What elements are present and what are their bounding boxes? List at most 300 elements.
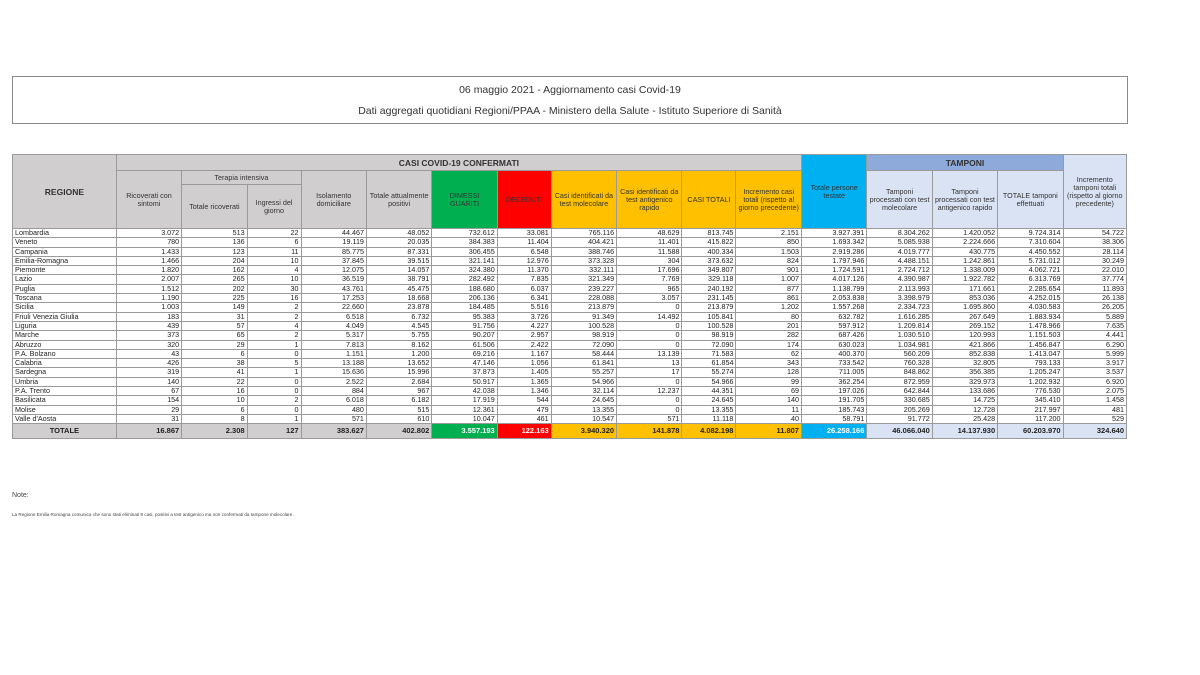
table-cell: 213.879 — [682, 303, 736, 312]
table-cell: 206.136 — [432, 294, 497, 303]
table-cell: 2.151 — [736, 229, 802, 238]
table-row — [13, 359, 1127, 368]
table-cell: 560.209 — [867, 349, 932, 358]
table-cell: 23.878 — [366, 303, 431, 312]
table-cell: 4 — [247, 266, 301, 275]
table-cell: 239.227 — [551, 284, 616, 293]
total-cell: 383.627 — [301, 424, 366, 439]
table-cell: 42.038 — [432, 387, 497, 396]
table-cell: 1.693.342 — [801, 238, 866, 247]
total-cell: 402.802 — [366, 424, 431, 439]
table-cell: 1.512 — [116, 284, 181, 293]
table-cell: 95.383 — [432, 312, 497, 321]
table-cell: 72.090 — [682, 340, 736, 349]
table-cell: 345.410 — [998, 396, 1063, 405]
table-cell: 515 — [366, 405, 431, 414]
table-cell: 32.114 — [551, 387, 616, 396]
table-cell: 332.111 — [551, 266, 616, 275]
table-cell: 191.705 — [801, 396, 866, 405]
table-cell: 2.684 — [366, 377, 431, 386]
table-cell: 13.188 — [301, 359, 366, 368]
table-cell: 123 — [182, 247, 247, 256]
table-cell: 117.200 — [998, 414, 1063, 423]
region-name: Lombardia — [13, 229, 117, 238]
table-cell: 91.349 — [551, 312, 616, 321]
table-cell: 44.467 — [301, 229, 366, 238]
header-persone-testate: Totale persone testate — [801, 155, 866, 229]
table-row — [13, 312, 1127, 321]
table-cell: 426 — [116, 359, 181, 368]
table-cell: 10 — [247, 256, 301, 265]
table-cell: 1.797.946 — [801, 256, 866, 265]
header-tamponi: TAMPONI — [867, 155, 1063, 171]
table-cell: 31 — [182, 312, 247, 321]
table-cell: 62 — [736, 349, 802, 358]
table-cell: 2.007 — [116, 275, 181, 284]
table-cell: 171.661 — [932, 284, 997, 293]
table-cell: 11.588 — [617, 247, 682, 256]
table-cell: 3.057 — [617, 294, 682, 303]
table-cell: 40 — [736, 414, 802, 423]
table-cell: 54.722 — [1063, 229, 1126, 238]
table-cell: 1.030.510 — [867, 331, 932, 340]
header-ti-ingressi: Ingressi del giorno — [247, 185, 301, 229]
table-cell: 1.338.009 — [932, 266, 997, 275]
table-cell: 513 — [182, 229, 247, 238]
table-cell: 6.920 — [1063, 377, 1126, 386]
total-cell: 127 — [247, 424, 301, 439]
table-cell: 188.680 — [432, 284, 497, 293]
table-cell: 55.274 — [682, 368, 736, 377]
table-cell: 362.254 — [801, 377, 866, 386]
table-cell: 149 — [182, 303, 247, 312]
table-cell: 10 — [247, 275, 301, 284]
table-cell: 2.334.723 — [867, 303, 932, 312]
table-cell: 37.845 — [301, 256, 366, 265]
note-label: Note: — [12, 492, 29, 499]
table-cell: 33.081 — [497, 229, 551, 238]
table-cell: 16 — [247, 294, 301, 303]
table-cell: 26.205 — [1063, 303, 1126, 312]
table-cell: 421.866 — [932, 340, 997, 349]
total-cell: 141.878 — [617, 424, 682, 439]
report-subtitle: Dati aggregati quotidiani Regioni/PPAA - Ministero della Salute - Istituto Superiore di Sanità — [358, 105, 782, 117]
table-cell: 6.018 — [301, 396, 366, 405]
table-cell: 11 — [247, 247, 301, 256]
table-cell: 1.695.860 — [932, 303, 997, 312]
table-cell: 69 — [736, 387, 802, 396]
header-deceduti: DECEDUTI — [497, 171, 551, 229]
table-cell: 197.026 — [801, 387, 866, 396]
table-cell: 6 — [247, 238, 301, 247]
table-cell: 2.224.666 — [932, 238, 997, 247]
table-cell: 32.805 — [932, 359, 997, 368]
table-cell: 4.390.987 — [867, 275, 932, 284]
header-attualmente-positivi: Totale attualmente positivi — [366, 171, 431, 229]
table-cell: 1.820 — [116, 266, 181, 275]
table-cell: 22 — [247, 229, 301, 238]
table-cell: 329.973 — [932, 377, 997, 386]
table-cell: 1.456.847 — [998, 340, 1063, 349]
header-regione: REGIONE — [13, 155, 117, 229]
header-incremento-casi: Incremento casi totali (rispetto al giorno precedente) — [736, 171, 802, 229]
table-row — [13, 275, 1127, 284]
table-cell: 128 — [736, 368, 802, 377]
table-cell: 24.645 — [682, 396, 736, 405]
total-cell: 122.163 — [497, 424, 551, 439]
table-cell: 7.635 — [1063, 321, 1126, 330]
table-row — [13, 229, 1127, 238]
table-cell: 47.146 — [432, 359, 497, 368]
table-cell: 6.313.769 — [998, 275, 1063, 284]
table-cell: 8 — [182, 414, 247, 423]
table-cell: 2 — [247, 312, 301, 321]
table-cell: 13.355 — [551, 405, 616, 414]
table-cell: 2.075 — [1063, 387, 1126, 396]
table-cell: 7.310.604 — [998, 238, 1063, 247]
table-cell: 415.822 — [682, 238, 736, 247]
table-cell: 632.782 — [801, 312, 866, 321]
table-cell: 225 — [182, 294, 247, 303]
table-cell: 48.629 — [617, 229, 682, 238]
table-cell: 2.053.838 — [801, 294, 866, 303]
table-cell: 11.370 — [497, 266, 551, 275]
table-cell: 7.769 — [617, 275, 682, 284]
table-cell: 61.854 — [682, 359, 736, 368]
table-cell: 776.530 — [998, 387, 1063, 396]
table-cell: 6 — [182, 405, 247, 414]
region-name: P.A. Bolzano — [13, 349, 117, 358]
table-row — [13, 405, 1127, 414]
table-cell: 105.841 — [682, 312, 736, 321]
table-cell: 12.237 — [617, 387, 682, 396]
table-cell: 1.433 — [116, 247, 181, 256]
total-cell: 14.137.930 — [932, 424, 997, 439]
table-cell: 269.152 — [932, 321, 997, 330]
table-cell: 39.515 — [366, 256, 431, 265]
table-cell: 282 — [736, 331, 802, 340]
table-cell: 0 — [247, 387, 301, 396]
table-cell: 324.380 — [432, 266, 497, 275]
table-cell: 18.668 — [366, 294, 431, 303]
table-cell: 349.807 — [682, 266, 736, 275]
table-cell: 1.724.591 — [801, 266, 866, 275]
table-cell: 29 — [182, 340, 247, 349]
table-cell: 5.317 — [301, 331, 366, 340]
table-cell: 1.003 — [116, 303, 181, 312]
table-cell: 1.405 — [497, 368, 551, 377]
table-cell: 174 — [736, 340, 802, 349]
table-cell: 1.167 — [497, 349, 551, 358]
table-cell: 15.636 — [301, 368, 366, 377]
table-cell: 3.726 — [497, 312, 551, 321]
table-cell: 3.072 — [116, 229, 181, 238]
table-cell: 7.813 — [301, 340, 366, 349]
total-cell: 60.203.970 — [998, 424, 1063, 439]
table-cell: 2.724.712 — [867, 266, 932, 275]
table-cell: 228.088 — [551, 294, 616, 303]
region-name: Marche — [13, 331, 117, 340]
table-cell: 267.649 — [932, 312, 997, 321]
table-cell: 6.518 — [301, 312, 366, 321]
table-cell: 265 — [182, 275, 247, 284]
table-cell: 17.253 — [301, 294, 366, 303]
title-box — [12, 76, 1128, 124]
table-cell: 217.997 — [998, 405, 1063, 414]
table-cell: 28.114 — [1063, 247, 1126, 256]
table-cell: 321.141 — [432, 256, 497, 265]
region-name: Calabria — [13, 359, 117, 368]
table-cell: 571 — [617, 414, 682, 423]
table-cell: 120.993 — [932, 331, 997, 340]
region-name: Molise — [13, 405, 117, 414]
table-cell: 850 — [736, 238, 802, 247]
table-cell: 6.182 — [366, 396, 431, 405]
table-cell: 9.724.314 — [998, 229, 1063, 238]
table-cell: 13.355 — [682, 405, 736, 414]
region-name: Basilicata — [13, 396, 117, 405]
table-cell: 8.162 — [366, 340, 431, 349]
region-name: Valle d'Aosta — [13, 414, 117, 423]
table-cell: 37.774 — [1063, 275, 1126, 284]
table-cell: 5.731.012 — [998, 256, 1063, 265]
header-casi-totali: CASI TOTALI — [682, 171, 736, 229]
table-row — [13, 331, 1127, 340]
table-row — [13, 368, 1127, 377]
table-cell: 11.893 — [1063, 284, 1126, 293]
table-cell: 140 — [116, 377, 181, 386]
table-cell: 793.133 — [998, 359, 1063, 368]
table-row — [13, 303, 1127, 312]
table-cell: 80 — [736, 312, 802, 321]
table-cell: 4.488.151 — [867, 256, 932, 265]
table-cell: 12.075 — [301, 266, 366, 275]
table-cell: 2.422 — [497, 340, 551, 349]
table-cell: 4.252.015 — [998, 294, 1063, 303]
table-cell: 57 — [182, 321, 247, 330]
header-casi-molecolare: Casi identificati da test molecolare — [551, 171, 616, 229]
table-cell: 41 — [182, 368, 247, 377]
table-cell: 2 — [247, 303, 301, 312]
table-cell: 1.007 — [736, 275, 802, 284]
table-cell: 901 — [736, 266, 802, 275]
table-cell: 400.370 — [801, 349, 866, 358]
table-cell: 884 — [301, 387, 366, 396]
table-cell: 98.919 — [551, 331, 616, 340]
table-cell: 967 — [366, 387, 431, 396]
table-cell: 65 — [182, 331, 247, 340]
table-cell: 1 — [247, 340, 301, 349]
table-cell: 22 — [182, 377, 247, 386]
table-cell: 965 — [617, 284, 682, 293]
region-name: Veneto — [13, 238, 117, 247]
table-cell: 320 — [116, 340, 181, 349]
report-title: 06 maggio 2021 - Aggiornamento casi Covid-19 — [459, 84, 681, 96]
table-row — [13, 340, 1127, 349]
table-cell: 6.037 — [497, 284, 551, 293]
table-cell: 54.966 — [551, 377, 616, 386]
header-ti-totale: Totale ricoverati — [182, 185, 247, 229]
table-cell: 1.151 — [301, 349, 366, 358]
table-cell: 58.791 — [801, 414, 866, 423]
table-cell: 17.696 — [617, 266, 682, 275]
table-cell: 38.306 — [1063, 238, 1126, 247]
table-cell: 872.959 — [867, 377, 932, 386]
table-cell: 43 — [116, 349, 181, 358]
table-cell: 11.401 — [617, 238, 682, 247]
table-cell: 733.542 — [801, 359, 866, 368]
table-cell: 877 — [736, 284, 802, 293]
total-cell: 46.066.040 — [867, 424, 932, 439]
table-cell: 384.383 — [432, 238, 497, 247]
table-cell: 0 — [247, 349, 301, 358]
table-cell: 136 — [182, 238, 247, 247]
table-cell: 1.190 — [116, 294, 181, 303]
table-cell: 400.334 — [682, 247, 736, 256]
table-cell: 55.257 — [551, 368, 616, 377]
table-cell: 91.756 — [432, 321, 497, 330]
region-name: Liguria — [13, 321, 117, 330]
table-cell: 430.775 — [932, 247, 997, 256]
table-row — [13, 414, 1127, 423]
table-cell: 69.216 — [432, 349, 497, 358]
table-cell: 29 — [116, 405, 181, 414]
table-cell: 12.976 — [497, 256, 551, 265]
table-cell: 404.421 — [551, 238, 616, 247]
table-cell: 44.351 — [682, 387, 736, 396]
region-name: Abruzzo — [13, 340, 117, 349]
table-cell: 71.583 — [682, 349, 736, 358]
table-cell: 2 — [247, 331, 301, 340]
region-name: Emilia-Romagna — [13, 256, 117, 265]
table-cell: 3.537 — [1063, 368, 1126, 377]
table-cell: 14.725 — [932, 396, 997, 405]
table-cell: 0 — [617, 340, 682, 349]
table-cell: 1 — [247, 368, 301, 377]
table-cell: 3.398.979 — [867, 294, 932, 303]
table-cell: 1.209.814 — [867, 321, 932, 330]
region-name: P.A. Trento — [13, 387, 117, 396]
total-label: TOTALE — [13, 424, 117, 439]
region-name: Friuli Venezia Giulia — [13, 312, 117, 321]
table-cell: 1.346 — [497, 387, 551, 396]
table-cell: 10.547 — [551, 414, 616, 423]
table-cell: 1.365 — [497, 377, 551, 386]
table-cell: 2.113.993 — [867, 284, 932, 293]
table-cell: 61.841 — [551, 359, 616, 368]
table-cell: 1.616.285 — [867, 312, 932, 321]
table-cell: 12.361 — [432, 405, 497, 414]
table-cell: 2 — [247, 396, 301, 405]
total-cell: 4.082.198 — [682, 424, 736, 439]
table-cell: 231.145 — [682, 294, 736, 303]
table-cell: 20.035 — [366, 238, 431, 247]
table-cell: 11.118 — [682, 414, 736, 423]
table-cell: 461 — [497, 414, 551, 423]
table-cell: 3.927.391 — [801, 229, 866, 238]
table-cell: 1.034.981 — [867, 340, 932, 349]
table-cell: 4.062.721 — [998, 266, 1063, 275]
table-cell: 205.269 — [867, 405, 932, 414]
table-cell: 439 — [116, 321, 181, 330]
table-cell: 50.917 — [432, 377, 497, 386]
table-cell: 544 — [497, 396, 551, 405]
table-cell: 11.404 — [497, 238, 551, 247]
region-name: Sicilia — [13, 303, 117, 312]
table-cell: 201 — [736, 321, 802, 330]
table-cell: 6.341 — [497, 294, 551, 303]
table-cell: 1.478.966 — [998, 321, 1063, 330]
table-cell: 0 — [617, 303, 682, 312]
table-cell: 100.528 — [682, 321, 736, 330]
table-cell: 22.660 — [301, 303, 366, 312]
header-tamponi-rapido: Tamponi processati con test antigenico rapido — [932, 171, 997, 229]
table-cell: 26.138 — [1063, 294, 1126, 303]
table-cell: 162 — [182, 266, 247, 275]
table-cell: 204 — [182, 256, 247, 265]
table-cell: 1.413.047 — [998, 349, 1063, 358]
table-cell: 37.873 — [432, 368, 497, 377]
table-cell: 100.528 — [551, 321, 616, 330]
table-cell: 98.919 — [682, 331, 736, 340]
table-cell: 4 — [247, 321, 301, 330]
table-cell: 373.328 — [551, 256, 616, 265]
table-cell: 304 — [617, 256, 682, 265]
table-cell: 732.612 — [432, 229, 497, 238]
note-text: La Regione Emilia Romagna comunica che sono stati eliminati 9 casi, positivi a test antigenico ma non confermati da tampone molecolare. — [12, 512, 294, 517]
table-cell: 4.227 — [497, 321, 551, 330]
total-cell: 3.557.193 — [432, 424, 497, 439]
header-dimessi: DIMESSI GUARITI — [432, 171, 497, 229]
table-cell: 11 — [736, 405, 802, 414]
table-cell: 711.005 — [801, 368, 866, 377]
table-cell: 67 — [116, 387, 181, 396]
region-name: Piemonte — [13, 266, 117, 275]
table-row — [13, 321, 1127, 330]
table-cell: 72.090 — [551, 340, 616, 349]
table-cell: 1.138.799 — [801, 284, 866, 293]
table-cell: 30 — [247, 284, 301, 293]
table-cell: 388.746 — [551, 247, 616, 256]
table-cell: 529 — [1063, 414, 1126, 423]
table-cell: 687.426 — [801, 331, 866, 340]
table-cell: 38.791 — [366, 275, 431, 284]
header-tamponi-molecolare: Tamponi processati con test molecolare — [867, 171, 932, 229]
header-ricoverati: Ricoverati con sintomi — [116, 171, 181, 229]
table-cell: 5.085.938 — [867, 238, 932, 247]
table-row — [13, 247, 1127, 256]
table-cell: 48.052 — [366, 229, 431, 238]
table-cell: 852.838 — [932, 349, 997, 358]
table-cell: 133.686 — [932, 387, 997, 396]
table-cell: 13 — [617, 359, 682, 368]
header-tamponi-totale: TOTALE tamponi effettuati — [998, 171, 1063, 229]
table-cell: 329.118 — [682, 275, 736, 284]
table-cell: 0 — [617, 396, 682, 405]
region-name: Lazio — [13, 275, 117, 284]
header-casi-confermati: CASI COVID-19 CONFERMATI — [116, 155, 801, 171]
table-cell: 1.056 — [497, 359, 551, 368]
table-cell: 1.200 — [366, 349, 431, 358]
table-cell: 99 — [736, 377, 802, 386]
table-cell: 0 — [247, 377, 301, 386]
table-cell: 1.242.861 — [932, 256, 997, 265]
table-cell: 5.889 — [1063, 312, 1126, 321]
table-cell: 853.036 — [932, 294, 997, 303]
table-cell: 1.205.247 — [998, 368, 1063, 377]
table-cell: 85.775 — [301, 247, 366, 256]
table-cell: 2.522 — [301, 377, 366, 386]
